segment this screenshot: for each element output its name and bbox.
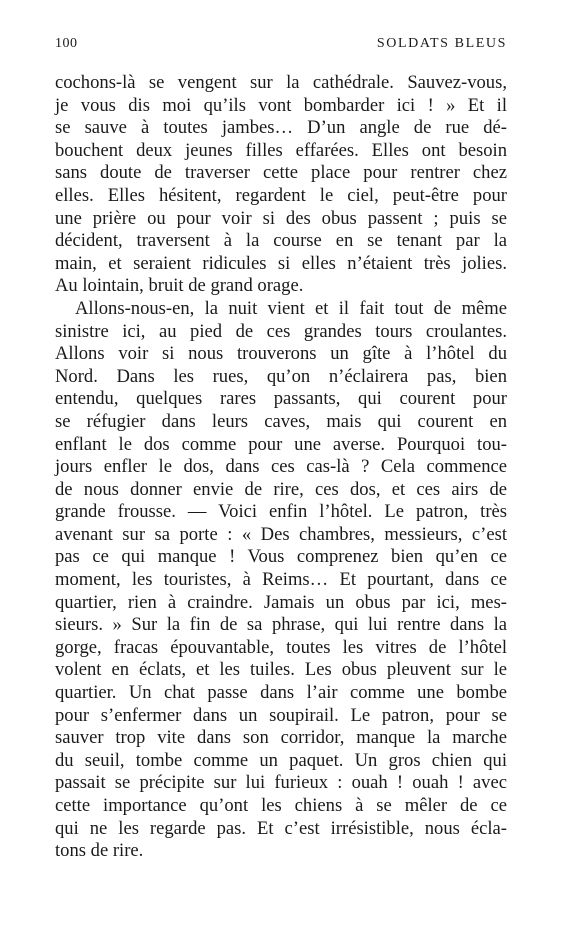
text-line: quartier, rien à craindre. Jamais un obus par ici, mes- (55, 591, 507, 613)
body-text (55, 72, 507, 863)
text-line: avenant sur sa porte : « Des chambres, messieurs, c’est (55, 523, 507, 545)
page-number: 100 (55, 36, 78, 51)
paragraph (55, 72, 507, 298)
text-line: Au lointain, bruit de grand orage. (55, 275, 304, 297)
text-line: sauver trop vite dans son corridor, manque la marche (55, 727, 507, 749)
text-line: main, et seraient ridicules si elles n’étaient très jolies. (55, 252, 507, 274)
book-page (55, 36, 507, 863)
text-line: volent en éclats, et les tuiles. Les obus pleuvent sur le (55, 659, 507, 681)
text-line: du seuil, tombe comme un paquet. Un gros chien qui (55, 749, 507, 771)
text-line: Nord. Dans les rues, qu’on n’éclairera pas, bien (55, 365, 507, 387)
text-line: de nous donner envie de rire, ces dos, et ces airs de (55, 478, 507, 500)
text-line: Allons-nous-en, la nuit vient et il fait tout de même (75, 297, 507, 319)
text-line: décident, traversent à la course en se tenant par la (55, 230, 507, 252)
text-line: quartier. Un chat passe dans l’air comme une bombe (55, 682, 507, 704)
text-line: sinistre ici, au pied de ces grandes tours croulantes. (55, 320, 507, 342)
text-line: cette importance qu’ont les chiens à se mêler de ce (55, 795, 507, 816)
running-head (55, 36, 507, 60)
text-line: pas ce qui manque ! Vous comprenez bien qu’en ce (55, 546, 507, 568)
text-line: se réfugier dans leurs caves, mais qui courent en (55, 410, 507, 432)
text-line: jours enfler le dos, dans ces cas-là ? Cela commence (55, 456, 507, 478)
text-line: passait se précipite sur lui furieux : ouah ! ouah ! avec (55, 772, 507, 794)
paragraph (55, 298, 507, 863)
text-line: une prière ou pour voir si des obus passent ; puis se (55, 207, 507, 229)
running-title: SOLDATS BLEUS (376, 36, 507, 51)
text-line: Allons voir si nous trouverons un gîte à l’hôtel du (55, 343, 507, 365)
text-line: enflant le dos comme pour une averse. Pourquoi tou- (55, 433, 507, 455)
text-line: elles. Elles hésitent, regardent le ciel, peut-être pour (55, 184, 507, 206)
text-line: cochons-là se vengent sur la cathédrale. Sauvez-vous, (55, 72, 507, 93)
text-line: sieurs. » Sur la fin de sa phrase, qui lui rentre dans la (55, 614, 507, 636)
text-line: sans doute de traverser cette place pour rentrer chez (55, 162, 507, 184)
text-line: entendu, quelques rares passants, qui courent pour (55, 388, 507, 410)
text-line: qui ne les regarde pas. Et c’est irrésistible, nous écla- (55, 817, 507, 839)
text-line: je vous dis moi qu’ils vont bombarder ici ! » Et il (55, 94, 507, 116)
text-line: gorge, fracas épouvantable, toutes les vitres de l’hôtel (55, 636, 507, 658)
text-line: tons de rire. (55, 840, 144, 862)
text-line: grande frousse. — Voici enfin l’hôtel. Le patron, très (55, 501, 507, 523)
text-line: se sauve à toutes jambes… D’un angle de rue dé- (55, 117, 507, 139)
text-line: bouchent deux jeunes filles effarées. Elles ont besoin (55, 139, 507, 161)
text-line: moment, les touristes, à Reims… Et pourtant, dans ce (55, 569, 507, 591)
text-line: pour s’enfermer dans un soupirail. Le patron, pour se (55, 704, 507, 726)
